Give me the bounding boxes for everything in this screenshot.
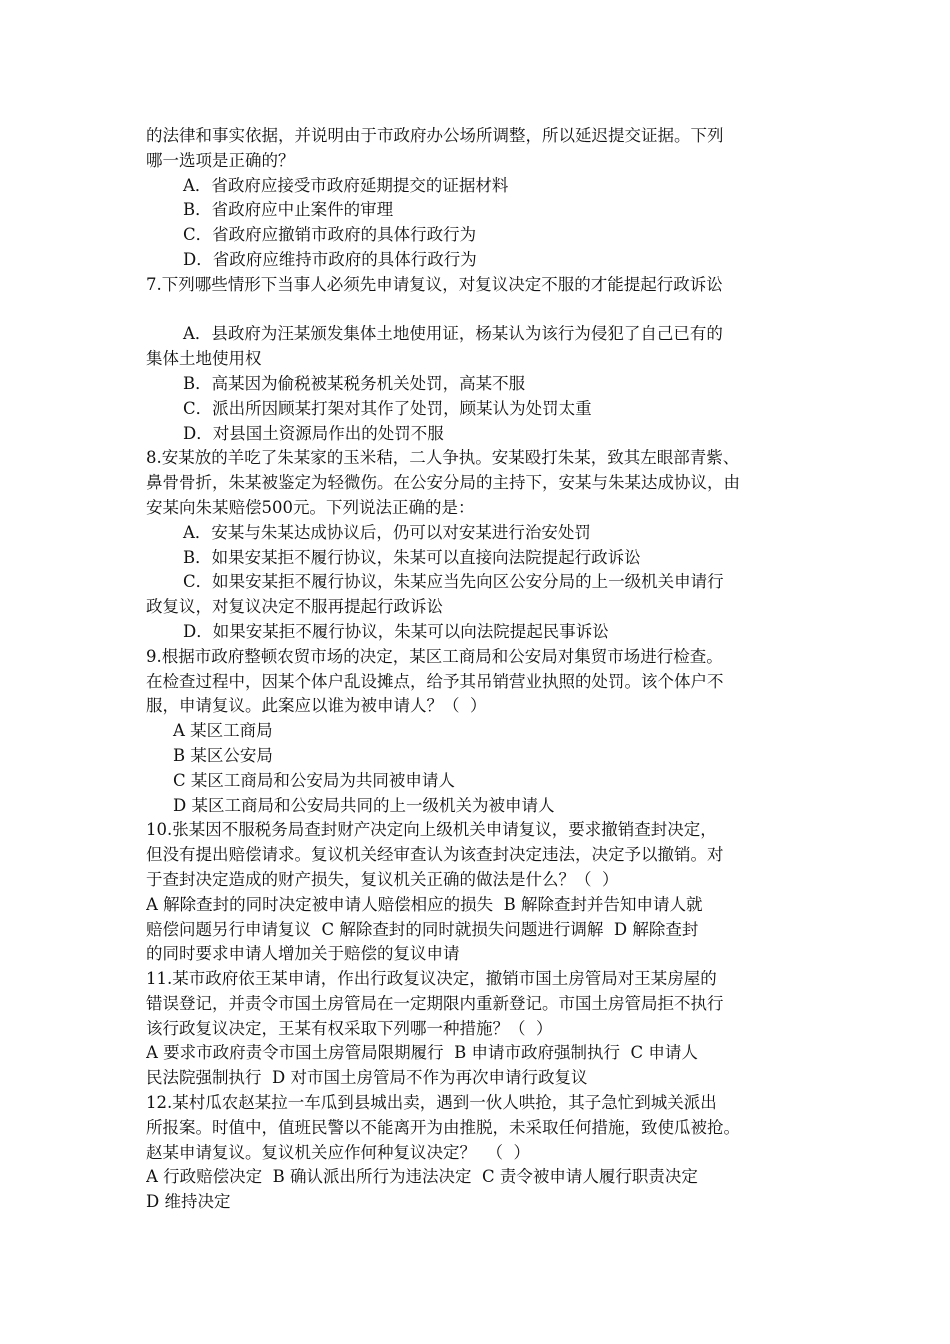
text-line: 安某向朱某赔偿500元。下列说法正确的是：	[146, 497, 475, 517]
answer-option-line: C．派出所因顾某打架对其作了处罚，顾某认为处罚太重	[183, 398, 592, 418]
text-line: D 维持决定	[146, 1192, 231, 1212]
answer-option-line: B．高某因为偷税被某税务机关处罚，高某不服	[183, 373, 526, 393]
text-line: A 行政赔偿决定 B 确认派出所行为违法决定 C 责令被申请人履行职责决定	[146, 1167, 698, 1187]
answer-option-line: C．省政府应撤销市政府的具体行政行为	[183, 225, 477, 245]
answer-option-line: A．县政府为汪某颁发集体土地使用证，杨某认为该行为侵犯了自己已有的	[183, 324, 723, 344]
text-line: 该行政复议决定，王某有权采取下列哪一种措施？（ ）	[146, 1018, 553, 1038]
text-line: 所报案。时值中，值班民警以不能离开为由推脱，未采取任何措施，致使瓜被抢。	[146, 1117, 740, 1137]
text-line	[146, 298, 806, 323]
answer-option-line: D．如果安某拒不履行协议，朱某可以向法院提起民事诉讼	[183, 621, 609, 641]
text-line: 赵某申请复议。复议机关应作何种复议决定？ （ ）	[146, 1142, 530, 1162]
answer-option-line: C 某区工商局和公安局为共同被申请人	[173, 770, 455, 790]
text-line: 10.张某因不服税务局查封财产决定向上级机关申请复议，要求撤销查封决定，	[146, 820, 717, 840]
answer-option-line: A．安某与朱某达成协议后，仍可以对安某进行治安处罚	[183, 522, 591, 542]
text-line: 哪一选项是正确的？	[146, 150, 295, 170]
text-line: 在检查过程中，因某个体户乱设摊点，给予其吊销营业执照的处罚。该个体户不	[146, 671, 724, 691]
answer-option-line: B．省政府应中止案件的审理	[183, 200, 394, 220]
text-line: 的同时要求申请人增加关于赔偿的复议申请	[146, 944, 460, 964]
answer-option-line: D．对县国土资源局作出的处罚不服	[183, 423, 444, 443]
text-line: 服，申请复议。此案应以谁为被申请人？（ ）	[146, 696, 487, 716]
text-line: 政复议，对复议决定不服再提起行政诉讼	[146, 597, 443, 617]
text-line: A 要求市政府责令市国土房管局限期履行 B 申请市政府强制执行 C 申请人	[146, 1043, 698, 1063]
text-line: 8.安某放的羊吃了朱某家的玉米秸，二人争执。安某殴打朱某，致其左眼部青紫、	[146, 448, 740, 468]
text-line: 但没有提出赔偿请求。复议机关经审查认为该查封决定违法，决定予以撤销。对	[146, 845, 724, 865]
answer-option-line: A 某区工商局	[173, 721, 273, 741]
answer-option-line: D．省政府应维持市政府的具体行政行为	[183, 249, 477, 269]
answer-option-line: B．如果安某拒不履行协议，朱某可以直接向法院提起行政诉讼	[183, 547, 641, 567]
text-line: 于查封决定造成的财产损失，复议机关正确的做法是什么？（ ）	[146, 869, 619, 889]
answer-option-line: B 某区公安局	[173, 745, 273, 765]
text-line: 鼻骨骨折，朱某被鉴定为轻微伤。在公安分局的主持下，安某与朱某达成协议，由	[146, 473, 740, 493]
text-line: 11.某市政府依王某申请，作出行政复议决定，撤销市国土房管局对王某房屋的	[146, 969, 717, 989]
text-line: 9.根据市政府整顿农贸市场的决定，某区工商局和公安局对集贸市场进行检查。	[146, 646, 723, 666]
text-line: A 解除查封的同时决定被申请人赔偿相应的损失 B 解除查封并告知申请人就	[146, 894, 703, 914]
text-line: 错误登记，并责令市国土房管局在一定期限内重新登记。市国土房管局拒不执行	[146, 993, 724, 1013]
text-line: 12.某村瓜农赵某拉一车瓜到县城出卖，遇到一伙人哄抢，其子急忙到城关派出	[146, 1093, 717, 1113]
answer-option-line: A．省政府应接受市政府延期提交的证据材料	[183, 175, 509, 195]
text-line: 7.下列哪些情形下当事人必须先申请复议，对复议决定不服的才能提起行政诉讼	[146, 274, 723, 294]
answer-option-line: D 某区工商局和公安局共同的上一级机关为被申请人	[173, 795, 555, 815]
document-body	[146, 124, 806, 1215]
answer-option-line: C．如果安某拒不履行协议，朱某应当先向区公安分局的上一级机关申请行	[183, 572, 724, 592]
text-line: 民法院强制执行 D 对市国土房管局不作为再次申请行政复议	[146, 1068, 588, 1088]
text-line: 的法律和事实依据，并说明由于市政府办公场所调整，所以延迟提交证据。下列	[146, 126, 724, 145]
text-line: 集体土地使用权	[146, 349, 262, 369]
text-line: 赔偿问题另行申请复议 C 解除查封的同时就损失问题进行调解 D 解除查封	[146, 919, 699, 939]
